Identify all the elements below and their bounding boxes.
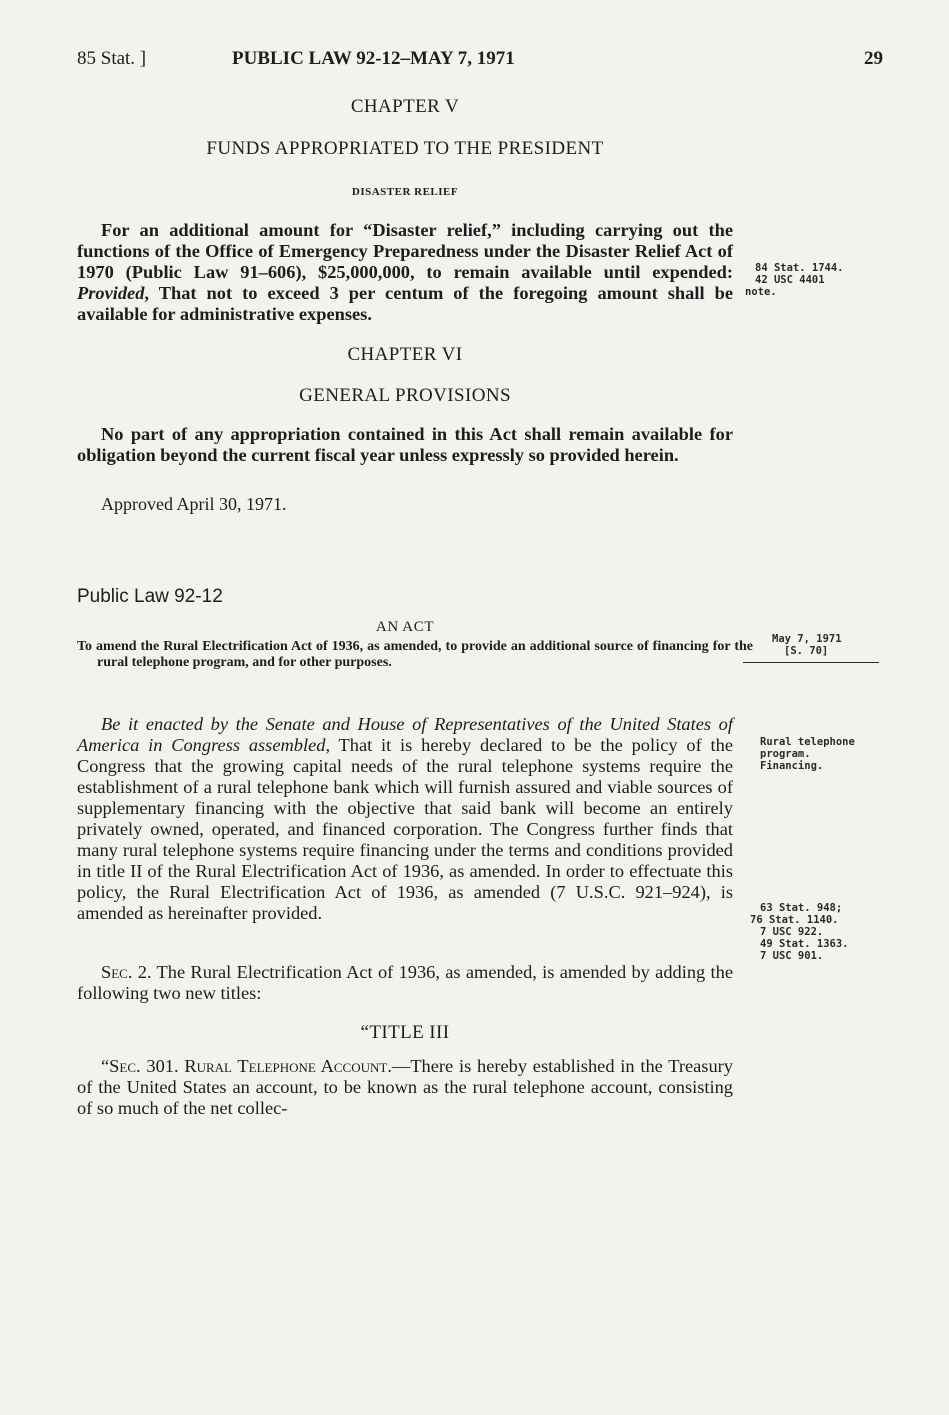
margin-line: May 7, 1971 — [772, 633, 842, 645]
margin-line: 49 Stat. 1363. — [760, 938, 849, 950]
enacting-clause: Be it enacted by the Senate and House of Representatives of the United States of America in Congress assembled — [77, 714, 733, 755]
margin-line: 63 Stat. 948; — [760, 902, 843, 914]
margin-note-disaster — [745, 262, 905, 298]
paragraph-text: For an additional amount for “Disaster relief,” including carrying out the functions of the Office of Emergency Preparedness under the Disaster Relief Act of 1970 (Public Law 91–606), $25,000,000, to remain available until expended: — [77, 220, 733, 282]
section-2-paragraph — [77, 962, 733, 1004]
disaster-relief-subheading: DISASTER RELIEF — [351, 186, 459, 198]
section-301-paragraph — [77, 1056, 733, 1119]
margin-line: note. — [745, 286, 777, 298]
margin-line: 42 USC 4401 — [755, 274, 825, 286]
margin-line: 84 Stat. 1744. — [755, 262, 844, 274]
public-law-title: Public Law 92-12 — [77, 586, 223, 607]
header-stat-ref: 85 Stat. ] — [77, 48, 147, 69]
page-number: 29 — [864, 48, 883, 69]
section-label: Sec. 2. — [101, 962, 152, 982]
section-label: “Sec. 301. — [101, 1056, 179, 1076]
margin-line: Financing. — [760, 760, 824, 772]
paragraph-text: , That not to exceed 3 per centum of the foregoing amount shall be available for administrative expenses. — [77, 283, 733, 324]
disaster-relief-paragraph — [77, 220, 733, 325]
margin-line: Rural telephone — [760, 736, 855, 748]
margin-rule — [743, 662, 879, 663]
running-header — [77, 48, 883, 74]
margin-note-subject — [760, 736, 910, 772]
margin-line: 7 USC 901. — [760, 950, 824, 962]
margin-note-date — [772, 633, 922, 657]
margin-line: [S. 70] — [784, 645, 829, 657]
section-name: Rural Telephone Account. — [184, 1056, 392, 1076]
section-text: The Rural Electrification Act of 1936, as amended, is amended by adding the following two new titles: — [77, 962, 733, 1003]
margin-note-stat-refs — [750, 902, 910, 962]
chapter-5-title: CHAPTER V — [350, 96, 460, 117]
approval-date: Approved April 30, 1971. — [101, 494, 287, 514]
section-text: —There is hereby established in the Treasury of the United States an account, to be known as the rural telephone account, consisting of so much of the net collec- — [77, 1056, 733, 1118]
header-title: PUBLIC LAW 92-12–MAY 7, 1971 — [232, 48, 515, 69]
chapter-6-heading: GENERAL PROVISIONS — [299, 385, 511, 406]
general-provisions-paragraph: No part of any appropriation contained in this Act shall remain available for obligation beyond the current fiscal year unless expressly so provided herein. — [77, 424, 733, 465]
act-purpose: To amend the Rural Electrification Act of 1936, as amended, to provide an additional source of financing for the rural telephone program, and for other purposes. — [77, 639, 753, 670]
policy-text: , That it is hereby declared to be the policy of the Congress that the growing capital needs of the rural telephone systems require the establishment of a rural telephone bank which will furnish assured and viable sources of supplementary financing with the objective that said bank will become an entirely privately owned, operated, and financed corporation. The Congress further finds that many rural telephone systems require financing under the terms and conditions provided in title II of the Rural Electrification Act of 1936, as amended. In order to effectuate this policy, the Rural Electrification Act of 1936, as amended (7 U.S.C. 921–924), is amended as hereinafter provided. — [77, 735, 733, 923]
title-3-heading: “TITLE III — [360, 1022, 450, 1043]
an-act-heading: AN ACT — [375, 619, 435, 635]
margin-line: 7 USC 922. — [760, 926, 824, 938]
chapter-5-heading: FUNDS APPROPRIATED TO THE PRESIDENT — [206, 138, 604, 159]
margin-line: program. — [760, 748, 811, 760]
enacting-clause-paragraph — [77, 714, 733, 924]
margin-line: 76 Stat. 1140. — [750, 914, 839, 926]
chapter-6-title: CHAPTER VI — [347, 344, 463, 365]
proviso-word: Provided — [77, 283, 145, 303]
